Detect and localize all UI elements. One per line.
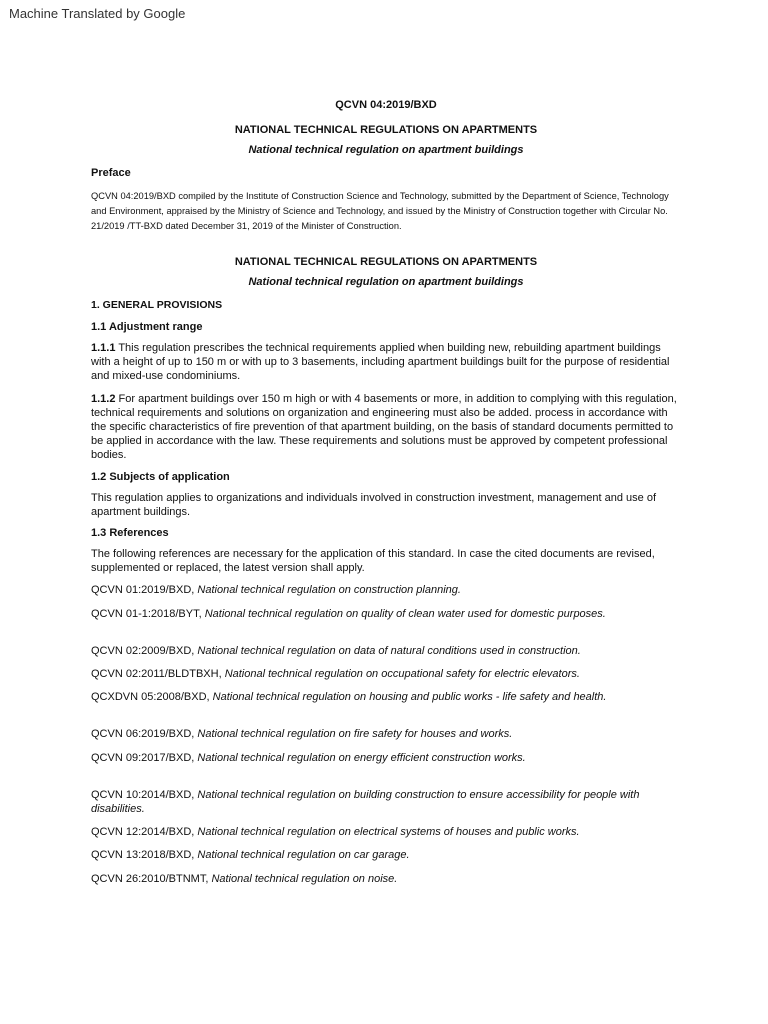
paragraph-1-2: This regulation applies to organizations and individuals involved in construction investment, management and use of apartment buildings.	[91, 491, 657, 518]
reference-item: QCVN 26:2010/BTNMT, National technical regulation on noise.	[91, 872, 398, 885]
document-title-repeat: NATIONAL TECHNICAL REGULATIONS ON APARTMENTS	[234, 256, 538, 268]
reference-item: QCVN 01-1:2018/BYT, National technical regulation on quality of clean water used for domestic purposes.	[91, 607, 606, 620]
preface-heading: Preface	[91, 167, 131, 179]
document-subtitle-repeat: National technical regulation on apartment buildings	[248, 276, 524, 288]
paragraph-1-3: The following references are necessary for the application of this standard. In case the cited documents are revised, supplemented or replaced, the latest version shall apply.	[91, 548, 655, 575]
reference-item: QCVN 09:2017/BXD, National technical regulation on energy efficient construction works.	[91, 751, 526, 764]
reference-item: QCVN 10:2014/BXD, National technical regulation on building construction to ensure accessibility for people with disabilities.	[91, 788, 640, 816]
clause-text: For apartment buildings over 150 m high or with 4 basements or more, in addition to complying with this regulation, technical requirements and solutions on organization and engineering must also be added. process in accordance with the specific characteristics of fire prevention of that apartment building, on the basis of standard documents permitted to be applied in accordance with the law. These requirements and solutions must be approved by competent professional bodies.	[91, 392, 677, 462]
reference-item: QCXDVN 05:2008/BXD, National technical regulation on housing and public works - life safety and health.	[91, 691, 607, 704]
regulation-code: QCVN 04:2019/BXD	[335, 99, 437, 111]
reference-item: QCVN 02:2011/BLDTBXH, National technical regulation on occupational safety for electric elevators.	[91, 668, 580, 681]
document-subtitle: National technical regulation on apartment buildings	[248, 144, 524, 156]
clause-number: 1.1.2	[91, 392, 116, 405]
document-title: NATIONAL TECHNICAL REGULATIONS ON APARTMENTS	[234, 124, 538, 136]
clause-text: This regulation prescribes the technical requirements applied when building new, rebuilding apartment buildings with a height of up to 150 m or with up to 3 basements, including apartment buildings built for the purpose of residential and mixed-use condominiums.	[91, 342, 670, 383]
reference-item: QCVN 13:2018/BXD, National technical regulation on car garage.	[91, 849, 410, 862]
paragraph-1-1-1	[91, 341, 681, 384]
heading-subjects-of-application: 1.2 Subjects of application	[91, 470, 230, 483]
reference-item: QCVN 01:2019/BXD, National technical regulation on construction planning.	[91, 584, 461, 597]
section-general-provisions: 1. GENERAL PROVISIONS	[91, 299, 223, 311]
reference-list	[91, 583, 681, 885]
machine-translation-banner: Machine Translated by Google	[9, 6, 186, 21]
preface-text: QCVN 04:2019/BXD compiled by the Institute of Construction Science and Technology, submitted by the Department of Science, Technology and Environment, appraised by the Ministry of Science and Technology, and issued by the Ministry of Construction together with Circular No. 21/2019 /TT-BXD dated December 31, 2019 of the Minister of Construction.	[91, 191, 669, 231]
reference-item: QCVN 12:2014/BXD, National technical regulation on electrical systems of houses and public works.	[91, 826, 580, 839]
clause-number: 1.1.1	[91, 342, 116, 354]
document-content	[91, 99, 681, 895]
heading-references: 1.3 References	[91, 527, 169, 540]
heading-adjustment-range: 1.1 Adjustment range	[91, 321, 203, 333]
reference-item: QCVN 06:2019/BXD, National technical regulation on fire safety for houses and works.	[91, 728, 513, 741]
reference-item: QCVN 02:2009/BXD, National technical regulation on data of natural conditions used in construction.	[91, 644, 581, 657]
paragraph-1-1-2	[91, 392, 681, 463]
